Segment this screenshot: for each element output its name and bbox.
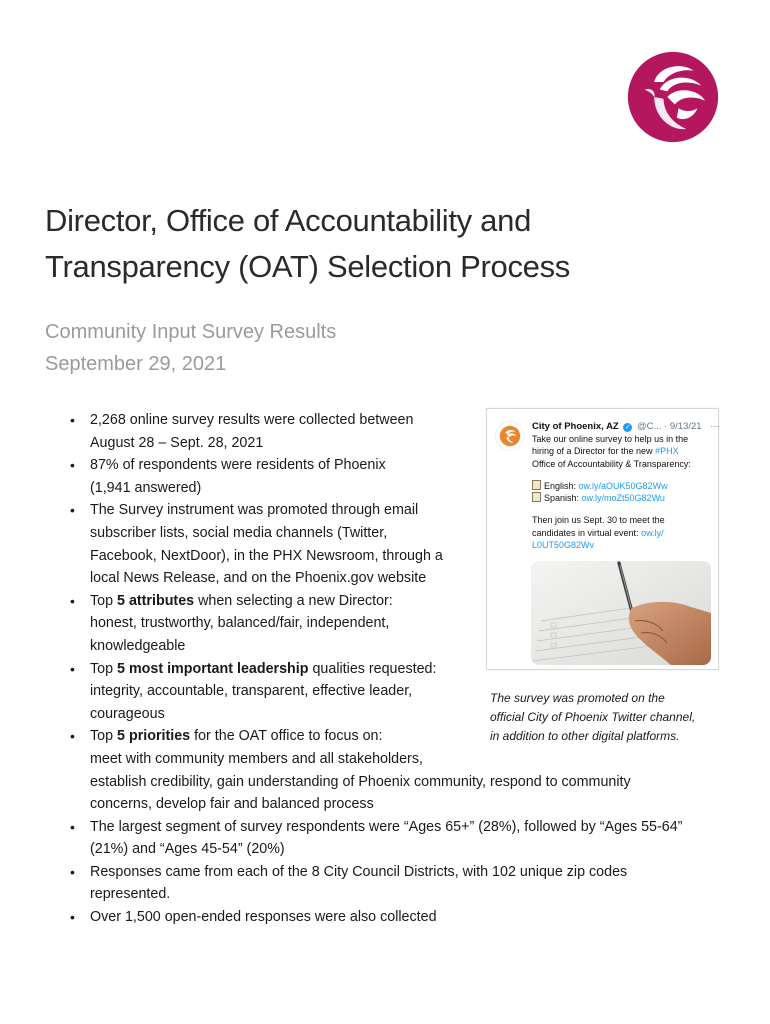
list-item-text: (1,941 answered) (90, 479, 202, 496)
emphasis: 5 priorities (117, 728, 191, 745)
list-item-text: • Responses came from each of the 8 City Council Districts, with 102 unique zip codes (90, 863, 628, 880)
list-item-text: honest, trustworthy, balanced/fair, independent, (90, 615, 390, 632)
list-item-text: • 87% of respondents were residents of Phoenix (90, 457, 386, 474)
list-item-text: • Over 1,500 open-ended responses were also collected (90, 909, 437, 926)
caption-line: in addition to other digital platforms. (490, 729, 680, 743)
text-run: qualities requested: (308, 660, 437, 677)
survey-writing-photo[interactable] (531, 561, 711, 665)
emphasis: 5 attributes (117, 592, 195, 609)
list-item-text: (21%) and “Ages 45-54” (20%) (90, 841, 285, 858)
tweet-paragraph (532, 480, 714, 505)
list-item (90, 816, 730, 861)
list-item-text: • 2,268 online survey results were collected between (90, 412, 414, 428)
caption-line: The survey was promoted on the (490, 691, 665, 705)
tweet-text: Office of Accountability & Transparency: (532, 458, 691, 469)
tweet-text: candidates in virtual event: (532, 527, 642, 538)
city-avatar-icon (495, 421, 525, 451)
tweet-text: hiring of a Director for the new (532, 446, 656, 457)
photo-caption (490, 689, 740, 746)
event-link[interactable]: ow.ly/ (641, 527, 664, 538)
page-subtitle (45, 316, 545, 380)
page-title (45, 198, 685, 290)
caption-line: official City of Phoenix Twitter channel, (490, 710, 696, 724)
tweet-header (532, 421, 720, 433)
text-run: when selecting a new Director: (194, 592, 393, 609)
list-item-text: integrity, accountable, transparent, effective leader, (90, 683, 413, 700)
phoenix-logo-icon (626, 50, 720, 144)
list-item-text: courageous (90, 705, 165, 722)
list-item-text: • The Survey instrument was promoted through email (90, 502, 419, 519)
more-options-icon[interactable]: ··· (710, 421, 720, 432)
hashtag-link[interactable]: #PHX (655, 446, 679, 457)
tweet-date[interactable]: · 9/13/21 (664, 421, 702, 432)
tweet-handle[interactable]: @C... (637, 421, 662, 432)
tweet-author[interactable]: City of Phoenix, AZ (532, 421, 619, 432)
text-run: Top (90, 592, 118, 609)
list-item (90, 861, 730, 906)
tweet-text: Then join us Sept. 30 to meet the (532, 515, 665, 526)
list-item-text: August 28 – Sept. 28, 2021 (90, 434, 264, 451)
list-item-text: • The largest segment of survey respondents were “Ages 65+” (28%), followed by “Ages 55-64” (90, 818, 683, 835)
english-survey-link[interactable]: ow.ly/aOUK50G82Ww (578, 480, 668, 491)
tweet-paragraph (532, 514, 714, 551)
subtitle-date: September 29, 2021 (45, 353, 227, 375)
list-item-text: knowledgeable (90, 637, 186, 654)
spanish-survey-link[interactable]: ow.ly/moZt50G82Wu (581, 493, 665, 504)
list-item-text: represented. (90, 886, 171, 903)
tweet-text: Spanish: (544, 493, 582, 504)
document-icon (532, 480, 541, 490)
emphasis: 5 most important leadership (117, 660, 309, 677)
list-item-text: meet with community members and all stakeholders, (90, 750, 423, 767)
tweet-text: Take our online survey to help us in the (532, 434, 689, 444)
event-link[interactable]: L0UT50G82Wv (532, 540, 595, 551)
text-run: for the OAT office to focus on: (190, 728, 383, 745)
tweet-card (486, 408, 719, 670)
verified-badge-icon: ✓ (624, 424, 631, 431)
tweet-text: English: (544, 480, 579, 491)
text-run: Top (90, 728, 118, 745)
list-item-text: local News Release, and on the Phoenix.gov website (90, 570, 427, 587)
list-item (90, 906, 730, 929)
list-item-text: concerns, develop fair and balanced process (90, 796, 374, 813)
text-run: Top (90, 660, 118, 677)
list-item-text: subscriber lists, social media channels (Twitter, (90, 524, 388, 541)
list-item-text: Facebook, NextDoor), in the PHX Newsroom, through a (90, 547, 443, 564)
tweet-paragraph (532, 433, 714, 470)
tweet-body (532, 433, 714, 551)
document-icon (532, 492, 541, 502)
title-line-2: Transparency (OAT) Selection Process (45, 249, 570, 284)
list-item-text: establish credibility, gain understanding of Phoenix community, respond to community (90, 773, 631, 790)
title-line-1: Director, Office of Accountability and (45, 203, 532, 238)
subtitle-line-1: Community Input Survey Results (45, 321, 337, 343)
